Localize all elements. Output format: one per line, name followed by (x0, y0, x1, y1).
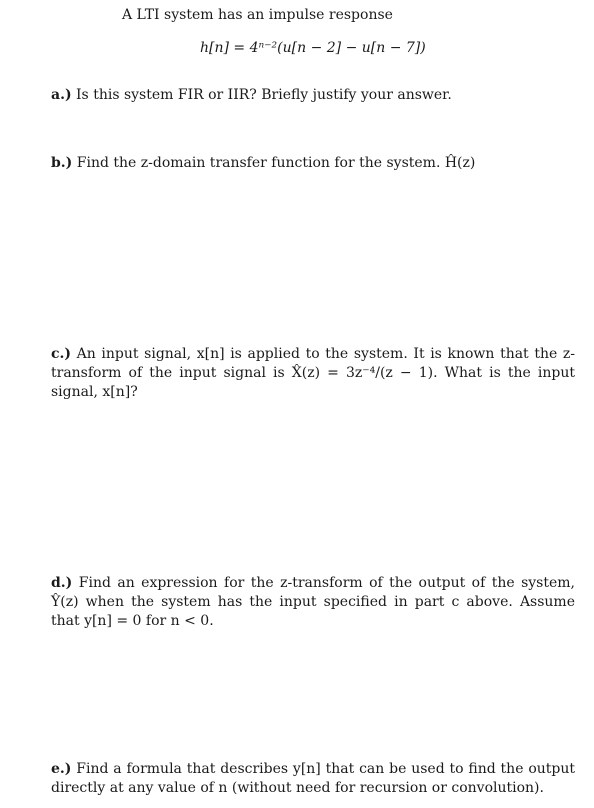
question-c (51, 345, 575, 402)
question-d (51, 574, 575, 631)
question-b (51, 154, 575, 173)
question-c-text: An input signal, x[n] is applied to the system. It is known that the z-transform of the input signal is X̂(z) = 3z⁻⁴/(z − 1). What is the input signal, x[n]? (51, 346, 575, 400)
problem-intro: A LTI system has an impulse response (122, 7, 393, 23)
question-b-text: Find the z-domain transfer function for the system. Ĥ(z) (76, 155, 476, 171)
question-d-label: d.) (51, 575, 73, 591)
question-c-label: c.) (51, 346, 72, 362)
question-a-label: a.) (51, 87, 72, 103)
question-e-text: Find a formula that describes y[n] that can be used to find the output directly at any value of n (without need for recursion or convolution). (51, 761, 576, 796)
question-e (51, 760, 575, 798)
question-b-label: b.) (51, 155, 73, 171)
question-d-text: Find an expression for the z-transform of the output of the system, Ŷ(z) when the system has the input specified in part c above. Assume that y[n] = 0 for n < 0. (51, 575, 575, 629)
question-e-label: e.) (51, 761, 72, 777)
question-a-text: Is this system FIR or IIR? Briefly justify your answer. (76, 87, 452, 103)
impulse-response-equation: h[n] = 4ⁿ⁻²(u[n − 2] − u[n − 7]) (200, 40, 426, 56)
question-a (51, 86, 575, 105)
